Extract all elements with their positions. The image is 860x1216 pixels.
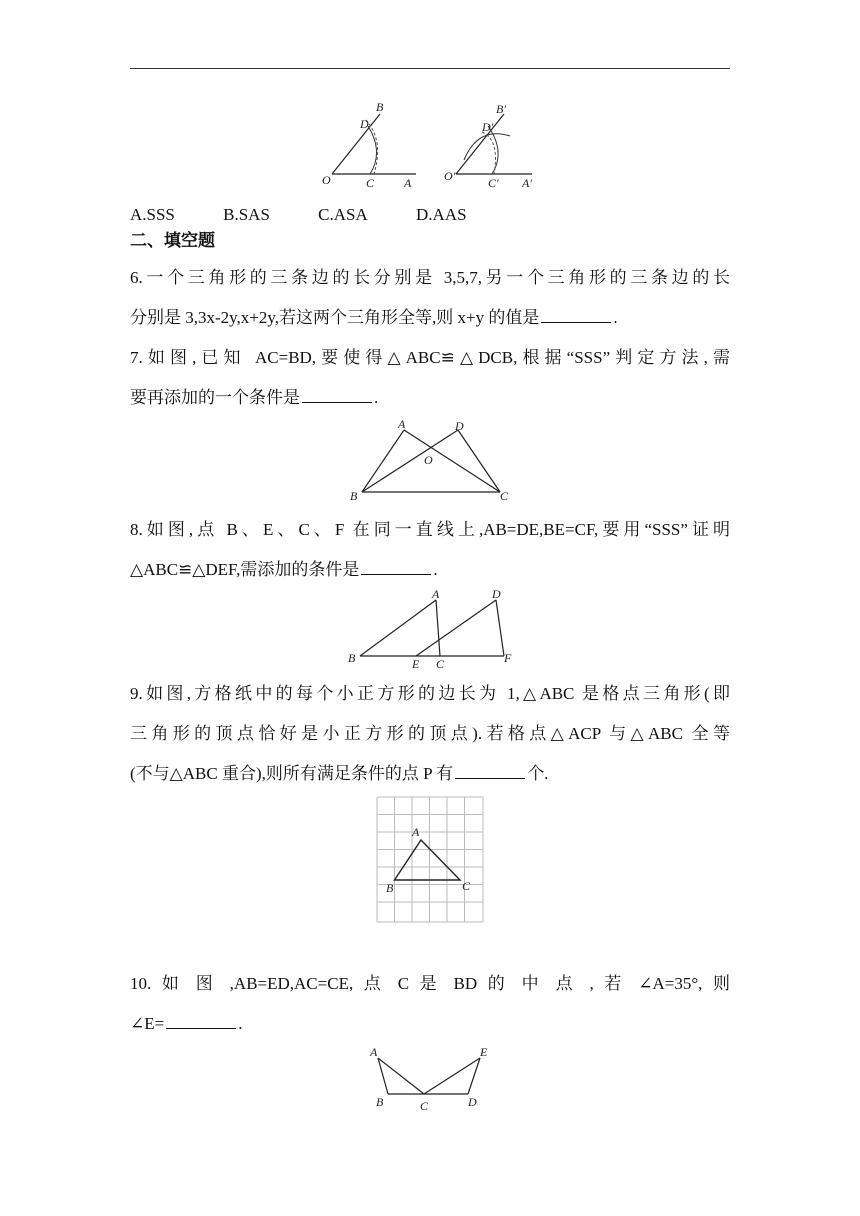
q9-line3: (不与△ABC 重合),则所有满足条件的点 P 有 <box>130 764 454 783</box>
q6-line1: 6.一个三角形的三条边的长分别是 3,5,7,另一个三角形的三条边的长 <box>130 268 730 287</box>
header-rule <box>130 68 730 69</box>
q10-label-c: C <box>420 1099 429 1113</box>
q8-label-e: E <box>412 657 420 670</box>
q10-answer-blank[interactable] <box>166 1011 236 1029</box>
q10-label-b: B <box>376 1095 384 1109</box>
question-8 <box>130 510 730 590</box>
option-d: D.AAS <box>416 205 467 224</box>
label-b: B <box>376 100 384 114</box>
q6-line2: 分别是 3,3x-2y,x+2y,若这两个三角形全等,则 x+y 的值是 <box>130 308 540 327</box>
q7-label-b: B <box>350 489 358 503</box>
q7-label-c: C <box>500 489 509 503</box>
q8-period: . <box>433 560 438 579</box>
figure-q7-triangles <box>340 418 520 508</box>
question-7 <box>130 338 730 418</box>
q8-label-c: C <box>436 657 445 670</box>
q7-label-o: O <box>424 453 433 467</box>
label-c: C <box>366 176 375 190</box>
q7-label-d: D <box>455 419 464 433</box>
q10-line2: ∠E= <box>130 1014 165 1033</box>
q8-label-f: F <box>504 651 512 665</box>
figure-q8-triangles <box>340 586 520 670</box>
label-c-prime: C′ <box>488 176 499 190</box>
q10-line1: 10. 如 图 ,AB=ED,AC=CE, 点 C 是 BD 的 中 点 , 若 ∠A=35°, 则 <box>130 974 730 993</box>
section-title: 二、填空题 <box>130 231 215 251</box>
option-b: B.SAS <box>223 205 270 224</box>
q8-line2: △ABC≌△DEF,需添加的条件是 <box>130 560 360 579</box>
label-a-prime: A′ <box>522 176 532 190</box>
q7-line1: 7.如图,已知 AC=BD,要使得△ABC≌△DCB,根据“SSS”判定方法,需 <box>130 348 730 367</box>
q10-label-e: E <box>480 1045 488 1059</box>
q7-label-a: A <box>398 418 406 431</box>
q10-label-a: A <box>370 1045 378 1059</box>
q9-line2: 三角形的顶点恰好是小正方形的顶点).若格点△ACP 与△ABC 全等 <box>130 724 730 743</box>
label-b-prime: B′ <box>496 102 506 116</box>
question-10 <box>130 964 730 1044</box>
q8-label-d: D <box>492 587 501 601</box>
q8-answer-blank[interactable] <box>361 557 431 575</box>
option-a: A.SSS <box>130 205 175 224</box>
q7-line2: 要再添加的一个条件是 <box>130 388 300 407</box>
label-o-prime: O′ <box>444 169 456 183</box>
option-c: C.ASA <box>318 205 368 224</box>
question-9 <box>130 674 730 794</box>
q6-period: . <box>613 308 618 327</box>
q9-suffix: 个. <box>527 764 549 783</box>
figure-angle-construction <box>310 96 550 196</box>
q8-label-b: B <box>348 651 356 665</box>
q9-label-a: A <box>412 825 420 839</box>
question-6 <box>130 258 730 338</box>
label-o: O <box>322 173 331 187</box>
q9-answer-blank[interactable] <box>455 761 525 779</box>
q8-line1: 8.如图,点 B、E、C、F 在同一直线上,AB=DE,BE=CF,要用“SSS”证明 <box>130 520 730 539</box>
label-a: A <box>404 176 412 190</box>
label-d-prime: D′ <box>482 120 494 134</box>
q9-label-b: B <box>386 881 394 895</box>
q7-period: . <box>374 388 379 407</box>
q9-line1: 9.如图,方格纸中的每个小正方形的边长为 1,△ABC 是格点三角形(即 <box>130 684 730 703</box>
q6-answer-blank[interactable] <box>541 305 611 323</box>
q10-period: . <box>238 1014 243 1033</box>
figure-q10-triangles <box>364 1042 496 1114</box>
q9-label-c: C <box>462 879 471 893</box>
label-d: D <box>360 117 369 131</box>
figure-q9-grid <box>376 796 484 924</box>
q10-label-d: D <box>468 1095 477 1109</box>
q7-answer-blank[interactable] <box>302 385 372 403</box>
q8-label-a: A <box>432 587 440 601</box>
